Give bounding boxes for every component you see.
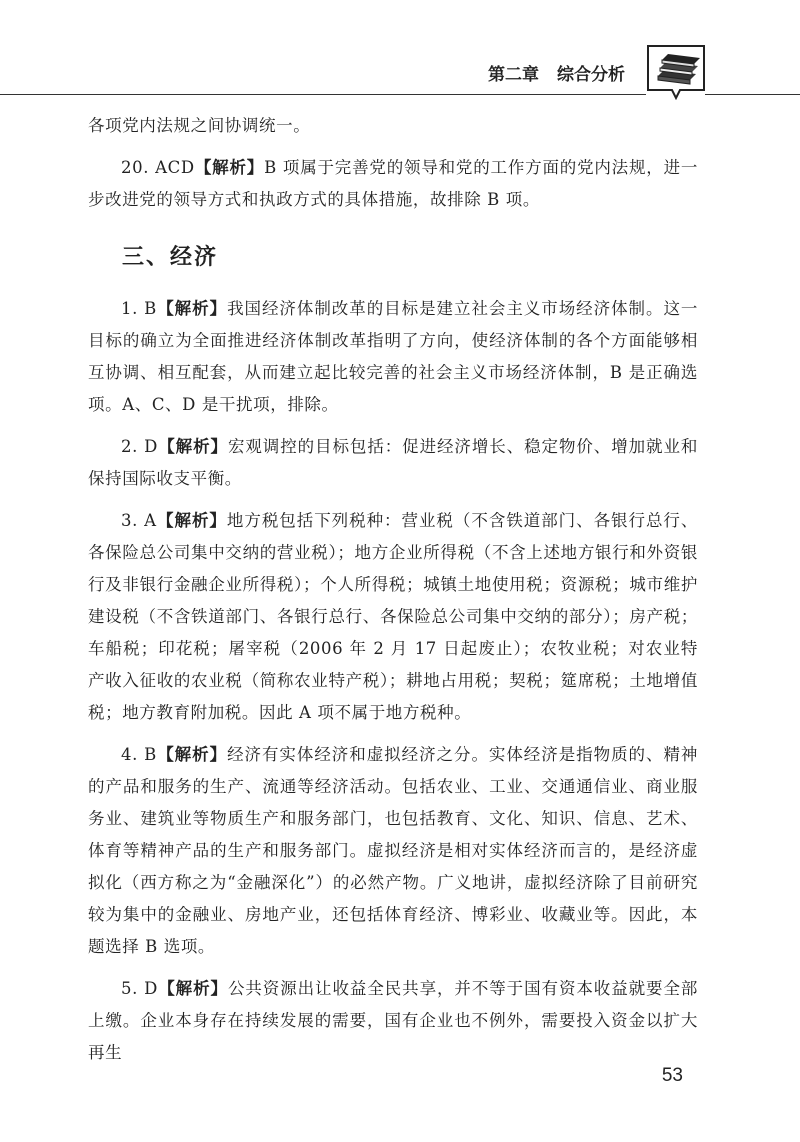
- answer-2: [88, 431, 698, 495]
- page-number: 53: [661, 1065, 683, 1086]
- answer-label: 2. D: [121, 437, 158, 456]
- answer-4: [88, 739, 698, 963]
- continuation-text: 各项党内法规之间协调统一。: [88, 116, 311, 135]
- answer-text: 我国经济体制改革的目标是建立社会主义市场经济体制。这一目标的确立为全面推进经济体制改革指明了方向，使经济体制的各个方面能够相互协调、相互配套，从而建立起比较完善的社会主义市场经济体制，B 是正确选项。A、C、D 是干扰项，排除。: [88, 299, 699, 414]
- books-icon: [646, 44, 706, 100]
- chapter-number: 第二章: [488, 65, 539, 85]
- analysis-tag: 【解析】: [157, 437, 228, 456]
- analysis-tag: 【解析】: [157, 979, 228, 998]
- answer-label: 4. B: [121, 745, 157, 764]
- analysis-tag: 【解析】: [156, 511, 227, 530]
- answer-text: 宏观调控的目标包括：促进经济增长、稳定物价、增加就业和保持国际收支平衡。: [88, 437, 698, 488]
- answer-5: [88, 973, 698, 1069]
- header-rule-right: [705, 94, 800, 95]
- answer-text: 地方税包括下列税种：营业税（不含铁道部门、各银行总行、各保险总公司集中交纳的营业税）；地方企业所得税（不含上述地方银行和外资银行及非银行金融企业所得税）；个人所得税；城镇土地使用税；资源税；城市维护建设税（不含铁道部门、各银行总行、各保险总公司集中交纳的部分）；房产税；车船税；印花税；屠宰税（2006 年 2 月 17 日起废止）；农牧业税；对农业特产收入征收的农业税（简称农业特产税）；耕地占用税；契税；筵席税；土地增值税；地方教育附加税。因此 A 项不属于地方税种。: [88, 511, 698, 722]
- section-heading: 三、经济: [122, 245, 219, 270]
- analysis-tag: 【解析】: [156, 745, 228, 764]
- header-rule: [0, 94, 646, 95]
- running-head: [488, 60, 625, 85]
- answer-1: [88, 293, 698, 421]
- answer-text: 公共资源出让收益全民共享，并不等于国有资本收益就要全部上缴。企业本身存在持续发展的需要，国有企业也不例外，需要投入资金以扩大再生: [88, 979, 698, 1062]
- page-header: [0, 0, 800, 96]
- answer-20: [88, 152, 698, 216]
- chapter-title: 综合分析: [557, 65, 625, 85]
- analysis-tag: 【解析】: [156, 299, 228, 318]
- answer-label: 5. D: [121, 979, 158, 998]
- answer-text: 经济有实体经济和虚拟经济之分。实体经济是指物质的、精神的产品和服务的生产、流通等经济活动。包括农业、工业、交通通信业、商业服务业、建筑业等物质生产和服务部门，也包括教育、文化、知识、信息、艺术、体育等精神产品的生产和服务部门。虚拟经济是相对实体经济而言的，是经济虚拟化（西方称之为“金融深化”）的必然产物。广义地讲，虚拟经济除了目前研究较为集中的金融业、房地产业，还包括体育经济、博彩业、收藏业等。因此，本题选择 B 选项。: [88, 745, 699, 956]
- answer-label: 3. A: [121, 511, 157, 530]
- answer-label: 1. B: [121, 299, 157, 318]
- analysis-tag: 【解析】: [194, 158, 265, 177]
- page-body: [88, 110, 698, 1079]
- answer-label: 20. ACD: [121, 158, 195, 177]
- answer-text: B 项属于完善党的领导和党的工作方面的党内法规，进一步改进党的领导方式和执政方式的具体措施，故排除 B 项。: [88, 158, 698, 209]
- answer-3: [88, 505, 698, 729]
